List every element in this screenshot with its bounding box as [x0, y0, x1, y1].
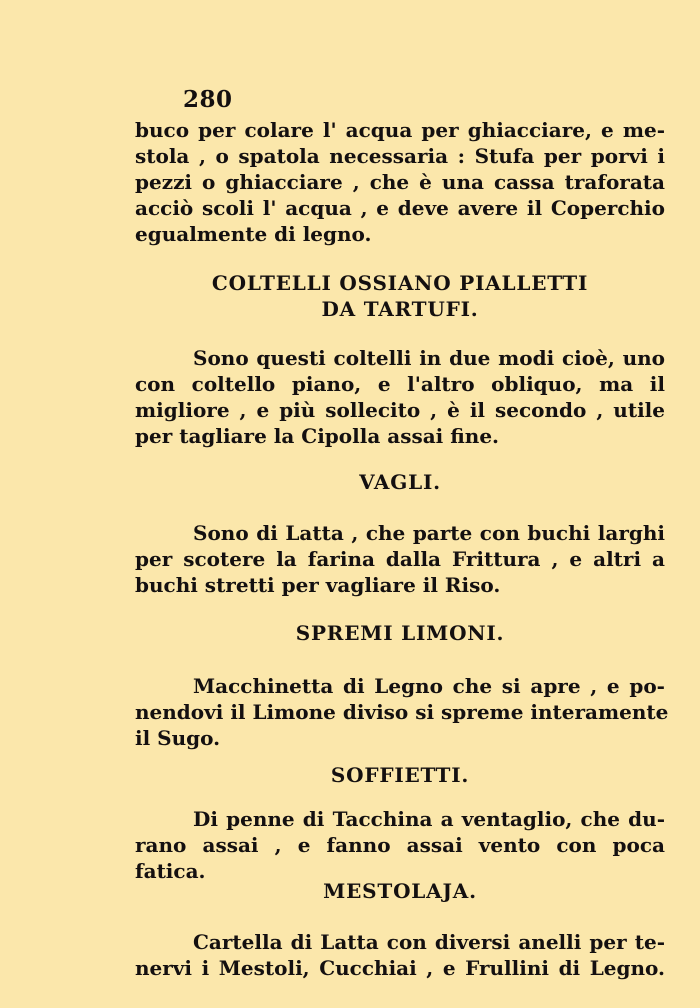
text-line: stola , o spatola necessaria : Stufa per porvi i: [135, 144, 665, 168]
section-body-vagli: [135, 520, 665, 598]
heading-line: MESTOLAJA.: [323, 879, 477, 903]
section-heading-coltelli: [135, 270, 665, 322]
text-line: buchi stretti per vagliare il Riso.: [135, 573, 501, 597]
text-line: Macchinetta di Legno che si apre , e po-: [193, 674, 665, 698]
text-line: fatica.: [135, 859, 206, 883]
heading-line: COLTELLI OSSIANO PIALLETTI: [211, 271, 589, 295]
section-heading-mestolaja: [135, 878, 665, 904]
section-heading-spremi-limoni: [135, 620, 665, 646]
section-body-coltelli: [135, 345, 665, 449]
text-line: il Sugo.: [135, 726, 221, 750]
text-line: con coltello piano, e l'altro obliquo, ma il: [135, 372, 665, 396]
intro-paragraph: [135, 117, 665, 247]
heading-line: DA TARTUFI.: [321, 297, 479, 321]
text-line: acciò scoli l' acqua , e deve avere il Coperchio: [135, 196, 665, 220]
text-line: per tagliare la Cipolla assai fine.: [135, 424, 500, 448]
heading-line: VAGLI.: [359, 470, 441, 494]
page-number: 280: [183, 86, 233, 113]
text-line: Di penne di Tacchina a ventaglio, che du-: [193, 807, 665, 831]
text-line: nervi i Mestoli, Cucchiai , e Frullini di Legno.: [135, 956, 665, 980]
text-line: rano assai , e fanno assai vento con poca: [135, 833, 665, 857]
text-line: per scotere la farina dalla Frittura , e altri a: [135, 547, 665, 571]
text-line: Sono questi coltelli in due modi cioè, uno: [193, 346, 665, 370]
heading-line: SOFFIETTI.: [330, 763, 470, 787]
section-heading-vagli: [135, 469, 665, 495]
text-line: pezzi o ghiacciare , che è una cassa traforata: [135, 170, 665, 194]
section-heading-soffietti: [135, 762, 665, 788]
section-body-spremi-limoni: [135, 673, 669, 751]
text-line: nendovi il Limone diviso si spreme interamente: [135, 700, 669, 724]
section-body-soffietti: [135, 806, 665, 884]
text-line: egualmente di legno.: [135, 222, 372, 246]
heading-line: SPREMI LIMONI.: [295, 621, 505, 645]
text-line: Sono di Latta , che parte con buchi larghi: [193, 521, 665, 545]
text-line: buco per colare l' acqua per ghiacciare, e me-: [135, 118, 665, 142]
text-line: Cartella di Latta con diversi anelli per te-: [193, 930, 665, 954]
section-body-mestolaja: [135, 929, 665, 981]
text-line: migliore , e più sollecito , è il secondo , utile: [135, 398, 665, 422]
